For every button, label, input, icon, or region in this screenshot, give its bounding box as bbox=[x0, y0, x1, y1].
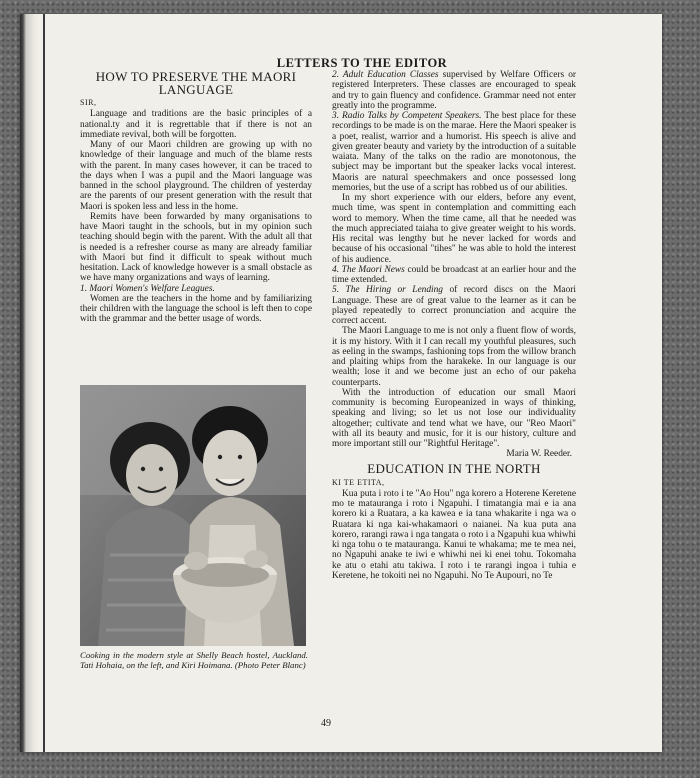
paragraph: Many of our Maori children are growing up with no knowledge of their language and much of the blame rests with the parent. In many cases however, it can be traced to the days when I was a pupil and the Maori language was banned in the school playground. The children of yesterday are the parents of our present generation with the result that Maori is spoken less and less in the home. bbox=[80, 140, 312, 212]
paragraph: Women are the teachers in the home and by familiarizing their children with the language the school is left then to cope with the grammar and the better usage of words. bbox=[80, 293, 312, 325]
letter2-headline: EDUCATION IN THE NORTH bbox=[367, 460, 541, 476]
point-heading: 1. Maori Women's Welfare Leagues. bbox=[80, 283, 215, 294]
photo bbox=[80, 385, 306, 646]
paragraph bbox=[332, 285, 576, 326]
paragraph: Language and traditions are the basic principles of a national.ty and it is regrettable that if there is not an immediate revival, both will be forgotten. bbox=[80, 109, 312, 140]
paragraph bbox=[332, 265, 576, 286]
left-column bbox=[80, 70, 312, 325]
point-text: supervised by Welfare Officers or registered Interpreters. These classes are encouraged to speak and try to gain fluency and confidence. Grammar need not enter greatly into the programme. bbox=[332, 70, 577, 111]
binding-line bbox=[43, 14, 45, 752]
signature: Maria W. Reeder. bbox=[506, 449, 572, 460]
right-column bbox=[332, 70, 576, 581]
point-heading: 4. The Maori News bbox=[332, 264, 405, 275]
paragraph: With the introduction of education our small Maori community is becoming Europeanized in ways of thinking, speaking and living; so let us not lose our individuality altogether; cultivate and tend what we have, our "Reo Maori" with all its beauty and music, for it is our history, culture and more important still our "Rightful Heritage". bbox=[332, 387, 576, 449]
paragraph bbox=[332, 70, 576, 111]
letter1-headline: HOW TO PRESERVE THE MAORI LANGUAGE bbox=[95, 69, 297, 97]
photo-image bbox=[80, 385, 306, 646]
page-binding bbox=[20, 14, 38, 752]
paragraph: In my short experience with our elders, before any event, much time, was spent in contemplation and committing each word to memory. When the time came, all that he needed was the much appreciated taiaha to give greater weight to his words. His recital was lengthy but he never lacked for words and because of his occasional "tihes" he was able to hold the interest of his audience. bbox=[332, 193, 576, 265]
point-heading: 3. Radio Talks by Competent Speakers. bbox=[332, 111, 482, 121]
paragraph bbox=[332, 111, 576, 193]
paragraph: The Maori Language to me is not only a fluent flow of words, it is my history. With it I can recall my youthful pleasures, such as eeling in the swamps, fashioning tops from the willow branch and plaiting whips from the harakeke. In our language is our wealth; lose it and we become just an echo of our pakeha counterparts. bbox=[332, 326, 576, 388]
page-number: 49 bbox=[321, 718, 331, 729]
point-heading: 2. Adult Education Classes bbox=[332, 70, 439, 80]
photo-caption: Cooking in the modern style at Shelly Beach hostel, Auckland. Tati Hohaia, on the left, and Kiri Hoimana. (Photo Peter Blanc) bbox=[80, 650, 308, 670]
letter2-salutation: KI TE ETITA, bbox=[332, 477, 385, 487]
point-heading: 5. The Hiring or Lending bbox=[332, 285, 443, 296]
paragraph: Remits have been forwarded by many organisations to have Maori taught in the schools, but in my opinion such teaching should begin with the parent. With the adult all that is needed is a refresher course as many are already familiar with Maori but find it difficult to speak without much hesitation. Lack of knowledge however is a small obstacle as we have many organizations and ways of learning. bbox=[80, 211, 312, 284]
letter1-salutation: SIR, bbox=[80, 98, 97, 107]
paragraph: Kua puta i roto i te "Ao Hou" nga korero a Hoterene Keretene mo te matauranga i roto i Ngapuhi. I timatangia mai e ia ana korero ki a Ruatara, a ka kawea e ia tana whakarite i nga wa o Ruatara ki nga kai-whakamaori o naianei. Na kua puta ana korero, rarangi rawa i nga tangata o roto i a Ngapuhi kua whiwhi ki nga tohu o te matauranga. Kanui te whakama; me te mea nei, no Ngapuhi anake te iwi e whiwhi nei ki enei tohu. Tokomaha ke atu o etahi atu takiwa. I roto i te rarangi ingoa i tuhia e Keretene, he tokoiti nei no Ngapuhi. No Te Aupouri, no Te bbox=[332, 488, 576, 581]
point-text: could be broadcast at an earlier hour and the time extended. bbox=[332, 264, 576, 285]
point-text: The best place for these recordings to be made is on the marae. Here the Maori speaker is a poet, realist, warrior and a humorist. His speech is alive and given greater beauty and variety by the introduction of a suitable waiata. Many of the talks on the radio are monotonous, the subject may be important but the speaker lacks vocal interest. Maoris are natural speechmakers and once possessed long memories, but the use of a script has robbed us of our abilities. bbox=[332, 111, 577, 193]
point-text: of record discs on the Maori Language. These are of great value to the learner as it can be played repeatedly to correct pronunciation and acquire the correct accent. bbox=[332, 285, 576, 326]
section-title: LETTERS TO THE EDITOR bbox=[276, 56, 448, 70]
